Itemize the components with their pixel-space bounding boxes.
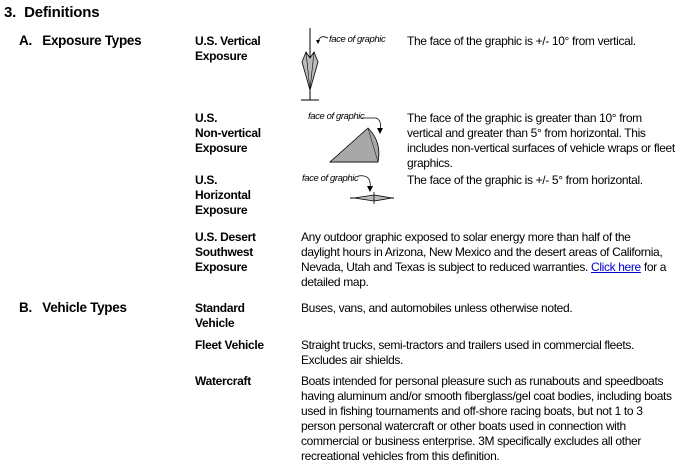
subsection-b-heading	[19, 300, 127, 315]
horizontal-exposure-description: The face of the graphic is +/- 5° from horizontal.	[407, 173, 643, 187]
vertical-exposure-description: The face of the graphic is +/- 10° from vertical.	[407, 34, 636, 48]
subsection-a-heading	[19, 33, 141, 48]
term-watercraft: Watercraft	[195, 374, 251, 388]
subsection-b-title: Vehicle Types	[42, 300, 127, 315]
horizontal-face-label: face of graphic	[302, 173, 359, 184]
nonvertical-exposure-description: The face of the graphic is greater than 10° from vertical and greater than 5° from horizontal. This includes non-vertical surfaces of vehicle wraps or fleet graphics.	[407, 111, 675, 170]
term-vertical-exposure: U.S. Vertical Exposure	[195, 34, 261, 63]
desert-description-text: Any outdoor graphic exposed to solar energy more than half of the daylight hours in Arizona, New Mexico and the desert areas of California, Nevada, Utah and Texas is subject to reduced warranties.	[301, 230, 663, 274]
section-number: 3.	[4, 4, 17, 21]
standard-vehicle-description: Buses, vans, and automobiles unless otherwise noted.	[301, 301, 573, 315]
section-heading	[4, 4, 99, 21]
detailed-map-link[interactable]: Click here	[591, 260, 641, 274]
desert-description-suffix: for a detailed map.	[301, 260, 667, 289]
term-standard-vehicle: Standard Vehicle	[195, 301, 245, 330]
term-horizontal-exposure: U.S. Horizontal Exposure	[195, 173, 251, 217]
term-nonvertical-exposure: U.S. Non-vertical Exposure	[195, 111, 261, 155]
nonvertical-face-label: face of graphic	[308, 111, 365, 122]
fleet-vehicle-description: Straight trucks, semi-tractors and trailers used in commercial fleets. Excludes air shields.	[301, 338, 634, 367]
term-desert-southwest-exposure: U.S. Desert Southwest Exposure	[195, 230, 256, 274]
subsection-a-title: Exposure Types	[42, 33, 142, 48]
desert-southwest-description	[301, 230, 671, 290]
watercraft-description: Boats intended for personal pleasure such as runabouts and speedboats having aluminum and/or smooth fiberglass/gel coat bodies, including boats used in fishing tournaments and off-shore racing boats, but not 1 to 3 person personal watercraft or other boats used in connection with commercial or business enterprise. 3M specifically excludes all other recreational vehicles from this definition.	[301, 374, 672, 463]
section-title: Definitions	[24, 4, 100, 21]
subsection-a-letter: A.	[19, 33, 32, 48]
subsection-b-letter: B.	[19, 300, 32, 315]
term-fleet-vehicle: Fleet Vehicle	[195, 338, 264, 352]
vertical-face-label: face of graphic	[329, 34, 386, 45]
